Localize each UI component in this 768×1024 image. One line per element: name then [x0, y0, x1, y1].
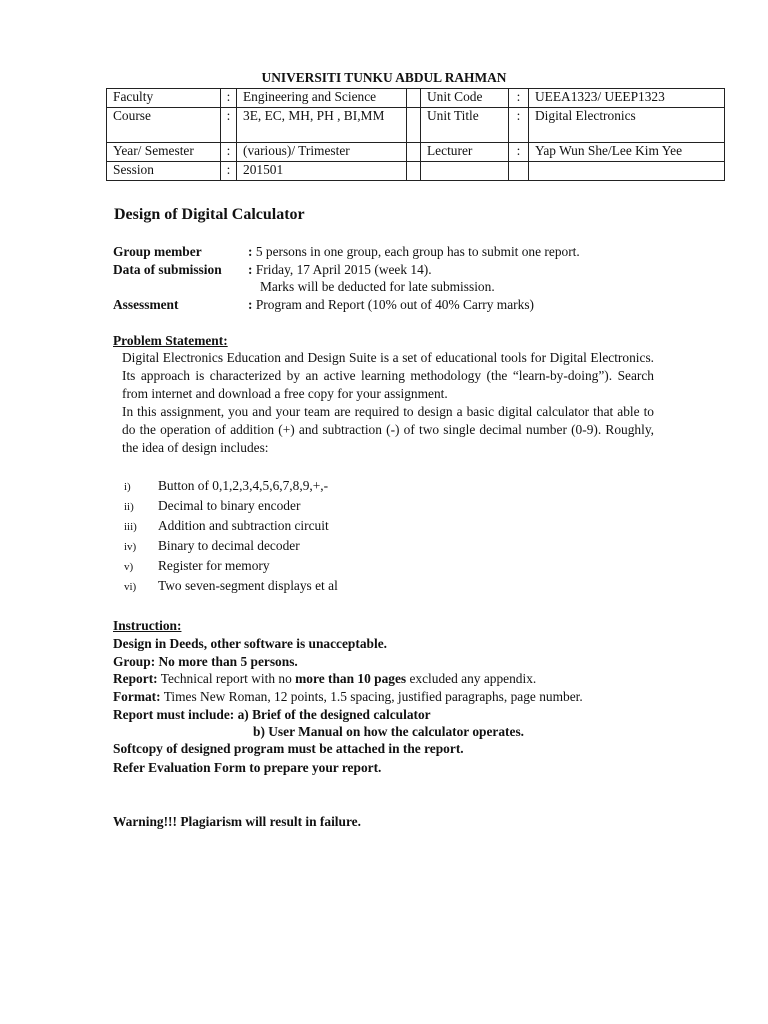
course-label: Course	[107, 108, 221, 143]
instruction-include-a: Report must include: a) Brief of the designed calculator	[113, 707, 431, 722]
document-title: Design of Digital Calculator	[114, 206, 305, 223]
empty-cell	[509, 162, 529, 181]
plagiarism-warning: Warning!!! Plagiarism will result in failure.	[113, 814, 361, 829]
assessment-value: Program and Report (10% out of 40% Carry marks)	[255, 297, 534, 312]
colon: :	[248, 244, 253, 259]
faculty-value: Engineering and Science	[237, 89, 407, 108]
instruction-softcopy: Softcopy of designed program must be attached in the report.	[113, 741, 464, 756]
table-row	[107, 143, 725, 162]
group-member-value: 5 persons in one group, each group has to submit one report.	[255, 244, 580, 259]
university-title: UNIVERSITI TUNKU ABDUL RAHMAN	[261, 70, 507, 85]
problem-paragraph: In this assignment, you and your team are required to design a basic digital calculator that able to do the operation of addition (+) and subtraction (-) of two single decimal number (0-9). Roughly, the idea of design includes:	[122, 404, 654, 455]
table-row	[107, 162, 725, 181]
spacer-cell	[407, 108, 421, 143]
instruction-refer: Refer Evaluation Form to prepare your report.	[113, 760, 382, 775]
list-item-number: ii)	[124, 501, 134, 513]
problem-paragraph: Digital Electronics Education and Design Suite is a set of educational tools for Digital Electronics. Its approach is characterized by an active learning methodology (the “learn-by-doing”). Search from internet and download a free copy for your assignment.	[122, 350, 654, 401]
list-item-number: i)	[124, 481, 131, 493]
submission-date-label: Data of submission	[113, 262, 222, 277]
colon-cell: :	[509, 108, 529, 143]
submission-date-value: Friday, 17 April 2015 (week 14).	[255, 262, 432, 277]
session-value: 201501	[237, 162, 407, 181]
lecturer-label: Lecturer	[421, 143, 509, 162]
spacer-cell	[407, 143, 421, 162]
problem-statement-heading: Problem Statement:	[113, 333, 228, 348]
format-label: Format:	[113, 689, 161, 704]
list-item: Addition and subtraction circuit	[158, 518, 329, 533]
year-semester-value: (various)/ Trimester	[237, 143, 407, 162]
list-item: Button of 0,1,2,3,4,5,6,7,8,9,+,-	[158, 478, 329, 493]
table-row	[107, 108, 725, 143]
submission-date-row	[248, 262, 432, 278]
list-item-number: vi)	[124, 581, 137, 593]
report-page-limit: more than 10 pages	[295, 671, 407, 686]
empty-cell	[529, 162, 725, 181]
list-item: Two seven-segment displays et al	[158, 578, 338, 593]
spacer-cell	[407, 89, 421, 108]
format-text: Times New Roman, 12 points, 1.5 spacing, justified paragraphs, page number.	[160, 689, 583, 704]
unit-title-value: Digital Electronics	[529, 108, 725, 143]
group-member-row	[248, 244, 580, 260]
colon-cell: :	[221, 143, 237, 162]
spacer-cell	[407, 162, 421, 181]
colon-cell: :	[509, 89, 529, 108]
list-item: Decimal to binary encoder	[158, 498, 301, 513]
list-item-number: iv)	[124, 541, 137, 553]
instruction-heading: Instruction:	[113, 618, 182, 633]
report-text: Technical report with no	[157, 671, 296, 686]
unit-code-value: UEEA1323/ UEEP1323	[529, 89, 725, 108]
report-label: Report:	[113, 671, 158, 686]
instruction-report	[113, 671, 536, 687]
colon-cell: :	[221, 89, 237, 108]
faculty-label: Faculty	[107, 89, 221, 108]
unit-code-label: Unit Code	[421, 89, 509, 108]
colon-cell: :	[221, 162, 237, 181]
assessment-row	[248, 297, 534, 313]
year-semester-label: Year/ Semester	[107, 143, 221, 162]
colon-cell: :	[509, 143, 529, 162]
group-member-label: Group member	[113, 244, 202, 259]
unit-title-label: Unit Title	[421, 108, 509, 143]
colon: :	[248, 297, 253, 312]
session-label: Session	[107, 162, 221, 181]
list-item: Binary to decimal decoder	[158, 538, 300, 553]
instruction-include-b: b) User Manual on how the calculator operates.	[253, 724, 525, 739]
report-text-end: excluded any appendix.	[406, 671, 537, 686]
instruction-software: Design in Deeds, other software is unacceptable.	[113, 636, 387, 651]
lecturer-value: Yap Wun She/Lee Kim Yee	[529, 143, 725, 162]
assessment-label: Assessment	[113, 297, 179, 312]
table-row	[107, 89, 725, 108]
list-item-number: v)	[124, 561, 134, 573]
course-info-table	[106, 88, 725, 181]
problem-statement-body	[122, 349, 654, 457]
empty-cell	[421, 162, 509, 181]
colon: :	[248, 262, 253, 277]
course-value: 3E, EC, MH, PH , BI,MM	[237, 108, 407, 143]
colon-cell: :	[221, 108, 237, 143]
list-item: Register for memory	[158, 558, 270, 573]
list-item-number: iii)	[124, 521, 137, 533]
instruction-format	[113, 689, 583, 705]
late-submission-note: Marks will be deducted for late submission.	[260, 279, 495, 294]
instruction-group: Group: No more than 5 persons.	[113, 654, 298, 669]
